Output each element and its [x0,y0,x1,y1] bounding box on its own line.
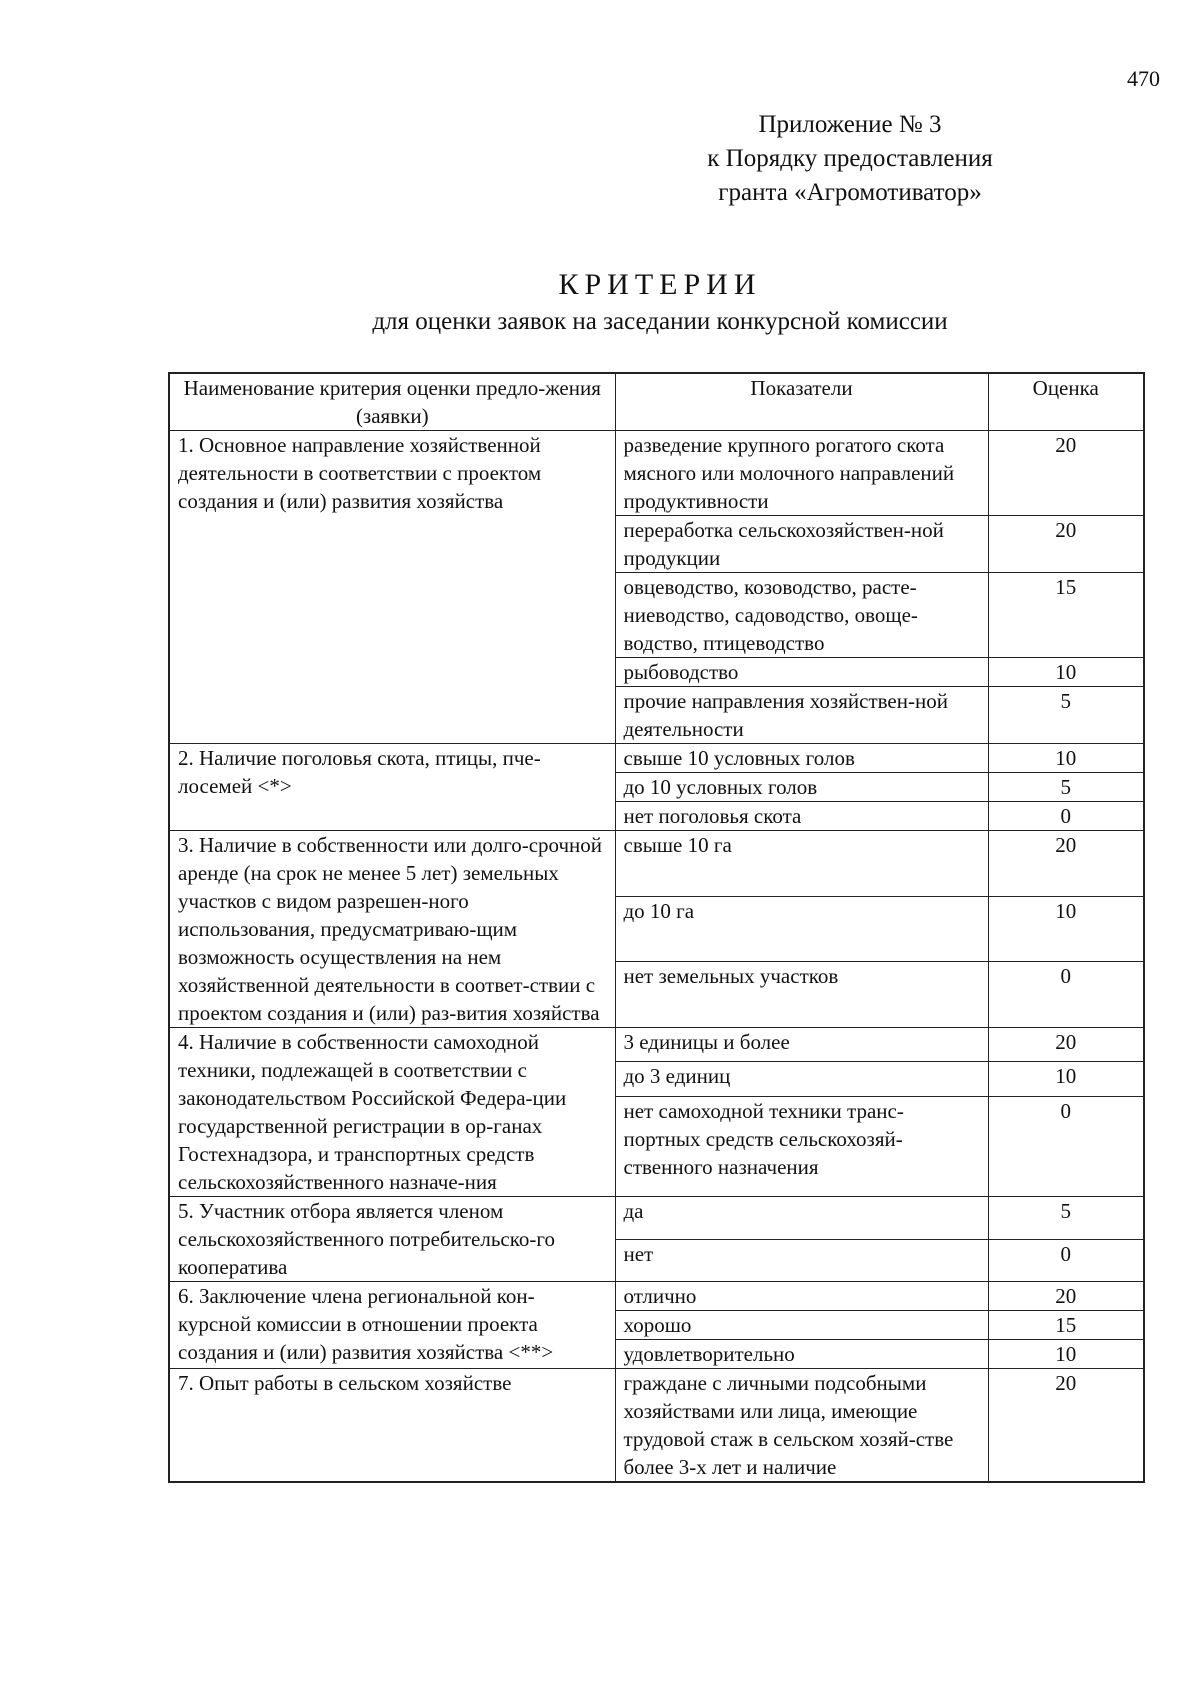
score-cell: 20 [988,1028,1144,1062]
score-cell: 15 [988,1311,1144,1340]
score-cell: 5 [988,687,1144,744]
criterion-cell: 2. Наличие поголовья скота, птицы, пче-лосемей <*> [169,744,615,831]
document-title: КРИТЕРИИ [558,268,762,301]
score-cell: 20 [988,1369,1144,1483]
indicator-cell: хорошо [615,1311,988,1340]
score-cell: 0 [988,1239,1144,1282]
criterion-cell: 6. Заключение члена региональной кон-курсной комиссии в отношении проекта создания и (или) развития хозяйства <**> [169,1282,615,1369]
score-cell: 5 [988,1197,1144,1240]
score-cell: 0 [988,802,1144,831]
indicator-cell: прочие направления хозяйствен-ной деятельности [615,687,988,744]
score-cell: 5 [988,773,1144,802]
indicator-cell: 3 единицы и более [615,1028,988,1062]
appendix-line: к Порядку предоставления [707,145,993,172]
score-cell: 20 [988,516,1144,573]
score-cell: 20 [988,831,1144,897]
appendix-line: Приложение № 3 [758,111,942,138]
appendix-line: гранта «Агромотиватор» [718,179,982,206]
table-row [169,1369,1144,1483]
page-number: 470 [1127,66,1160,91]
indicator-cell: до 10 условных голов [615,773,988,802]
score-cell: 20 [988,431,1144,516]
score-cell: 15 [988,573,1144,658]
indicator-cell: удовлетворительно [615,1340,988,1369]
column-header-criterion: Наименование критерия оценки предло-жения (заявки) [169,373,615,431]
column-header-indicators: Показатели [615,373,988,431]
indicator-cell: рыбоводство [615,658,988,687]
indicator-cell: свыше 10 условных голов [615,744,988,773]
criterion-cell: 3. Наличие в собственности или долго-срочной аренде (на срок не менее 5 лет) земельных участков с видом разрешен-ного использования, предусматриваю-щим возможность осуществления на нем хозяйственной деятельности в соответ-ствии с проектом создания и (или) раз-вития хозяйства [169,831,615,1028]
indicator-cell: да [615,1197,988,1240]
indicator-cell: нет самоходной техники транс-портных средств сельскохозяй-ственного назначения [615,1096,988,1196]
score-cell: 20 [988,1282,1144,1311]
indicator-cell: до 10 га [615,896,988,962]
column-header-score: Оценка [988,373,1144,431]
score-cell: 10 [988,1340,1144,1369]
indicator-cell: разведение крупного рогатого скота мясного или молочного направлений продуктивности [615,431,988,516]
indicator-cell: нет поголовья скота [615,802,988,831]
criterion-cell: 4. Наличие в собственности самоходной техники, подлежащей в соответствии с законодательством Российской Федера-ции государственной регистрации в ор-ганах Гостехнадзора, и транспортных средств сельскохозяйственного назначе-ния [169,1028,615,1197]
criterion-cell: 1. Основное направление хозяйственной деятельности в соответствии с проектом создания и (или) развития хозяйства [169,431,615,744]
indicator-cell: отлично [615,1282,988,1311]
score-cell: 0 [988,962,1144,1028]
table-header-row [169,373,1144,431]
score-cell: 10 [988,1062,1144,1096]
score-cell: 10 [988,658,1144,687]
table-row [169,1282,1144,1311]
indicator-cell: граждане с личными подсобными хозяйствами или лица, имеющие трудовой стаж в сельском хозяй-стве более 3-х лет и наличие [615,1369,988,1483]
table-row [169,431,1144,516]
score-cell: 0 [988,1096,1144,1196]
criterion-cell: 5. Участник отбора является членом сельскохозяйственного потребительско-го кооператива [169,1197,615,1282]
indicator-cell: переработка сельскохозяйствен-ной продукции [615,516,988,573]
indicator-cell: овцеводство, козоводство, расте-ниеводство, садоводство, овоще-водство, птицеводство [615,573,988,658]
table-row [169,831,1144,897]
indicator-cell: до 3 единиц [615,1062,988,1096]
criteria-table [168,372,1145,1483]
table-row [169,744,1144,773]
appendix-header [590,108,1110,210]
table-row [169,1197,1144,1240]
table-row [169,1028,1144,1062]
indicator-cell: свыше 10 га [615,831,988,897]
indicator-cell: нет [615,1239,988,1282]
criterion-cell: 7. Опыт работы в сельском хозяйстве [169,1369,615,1483]
document-subtitle: для оценки заявок на заседании конкурсной комиссии [372,308,948,335]
indicator-cell: нет земельных участков [615,962,988,1028]
score-cell: 10 [988,896,1144,962]
score-cell: 10 [988,744,1144,773]
